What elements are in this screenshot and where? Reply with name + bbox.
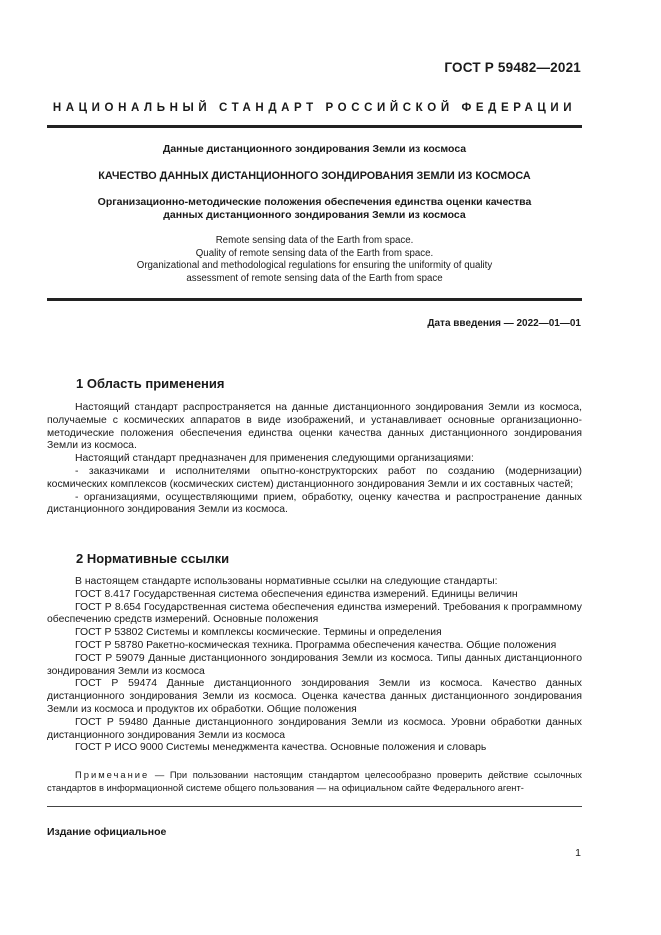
note bbox=[47, 769, 582, 794]
section2-body bbox=[47, 576, 582, 755]
section1-paragraph: Настоящий стандарт предназначен для применения следующими организациями: bbox=[75, 453, 474, 465]
section1-paragraph: Настоящий стандарт распространяется на данные дистанционного зондирования Земли из космоса, получаемые с космических аппаратов в виде изображений, и устанавливает основные организационно-методические положения обеспечения единства оценки качества данных дистанционного зондирования Земли из космоса. bbox=[47, 402, 582, 452]
section1-list-item: - организациями, осуществляющими прием, обработку, оценку качества и распространение данных дистанционного зондирования Земли из космоса. bbox=[47, 491, 582, 516]
section1-list-item: - заказчиками и исполнителями опытно-конструкторских работ по созданию (модернизации) космических комплексов (космических систем) дистанционного зондирования Земли и их составных частей; bbox=[47, 465, 582, 490]
section2-intro: В настоящем стандарте использованы нормативные ссылки на следующие стандарты: bbox=[75, 576, 498, 587]
reference-item: ГОСТ 8.417 Государственная система обеспечения единства измерений. Единицы величин bbox=[75, 588, 518, 600]
title-english-line1: Remote sensing data of the Earth from space. bbox=[215, 235, 414, 246]
title-subtitle-line1: Организационно-методические положения обеспечения единства оценки качества bbox=[97, 196, 532, 208]
title-series: Данные дистанционного зондирования Земли из космоса bbox=[162, 143, 467, 155]
official-edition-label: Издание официальное bbox=[47, 826, 167, 838]
reference-item: ГОСТ Р 53802 Системы и комплексы космические. Термины и определения bbox=[75, 627, 442, 639]
document-number: ГОСТ Р 59482—2021 bbox=[444, 60, 581, 75]
title-main: КАЧЕСТВО ДАННЫХ ДИСТАНЦИОННОГО ЗОНДИРОВАНИЯ ЗЕМЛИ ИЗ КОСМОСА bbox=[98, 170, 531, 182]
title-english-line3: Organizational and methodological regulations for ensuring the uniformity of quality bbox=[136, 260, 493, 271]
reference-item: ГОСТ Р ИСО 9000 Системы менеджмента качества. Основные положения и словарь bbox=[75, 742, 487, 754]
title-divider bbox=[47, 298, 582, 301]
top-divider bbox=[47, 125, 582, 128]
reference-item: ГОСТ Р 59474 Данные дистанционного зондирования Земли из космоса. Качество данных дистанционного зондирования Земли из космоса. Оценка качества данных дистанционного зондирования Земли из космоса и продуктов их обработки. Общие положения bbox=[47, 678, 582, 715]
title-english-line2: Quality of remote sensing data of the Earth from space. bbox=[195, 247, 434, 259]
footer-divider bbox=[47, 806, 582, 807]
section1-heading: 1 Область применения bbox=[76, 376, 225, 391]
title-english-line4: assessment of remote sensing data of the Earth from space bbox=[186, 272, 443, 284]
section2-heading: 2 Нормативные ссылки bbox=[76, 551, 230, 566]
section1-body bbox=[47, 402, 582, 517]
note-label: Примечание bbox=[75, 769, 150, 780]
title-english bbox=[47, 235, 582, 285]
title-subtitle-line2: данных дистанционного зондирования Земли из космоса bbox=[163, 209, 466, 221]
national-standard-banner: НАЦИОНАЛЬНЫЙ СТАНДАРТ РОССИЙСКОЙ ФЕДЕРАЦИИ bbox=[52, 102, 577, 114]
reference-item: ГОСТ Р 59480 Данные дистанционного зондирования Земли из космоса. Уровни обработки данных дистанционного зондирования Земли из космоса bbox=[47, 716, 582, 741]
reference-item: ГОСТ Р 8.654 Государственная система обеспечения единства измерений. Требования к программному обеспечению средств измерений. Основные положения bbox=[47, 601, 582, 626]
reference-item: ГОСТ Р 58780 Ракетно-космическая техника. Программа обеспечения качества. Общие положения bbox=[75, 639, 557, 651]
title-subtitle bbox=[47, 196, 582, 222]
introduction-date: Дата введения — 2022—01—01 bbox=[427, 318, 581, 329]
page-number: 1 bbox=[575, 847, 581, 859]
reference-item: ГОСТ Р 59079 Данные дистанционного зондирования Земли из космоса. Типы данных дистанционного зондирования Земли из космоса bbox=[47, 652, 582, 677]
note-text: — При пользовании настоящим стандартом целесообразно проверить действие ссылочных стандартов в информационной системе общего пользования — на официальном сайте Федерального агент- bbox=[47, 769, 582, 793]
